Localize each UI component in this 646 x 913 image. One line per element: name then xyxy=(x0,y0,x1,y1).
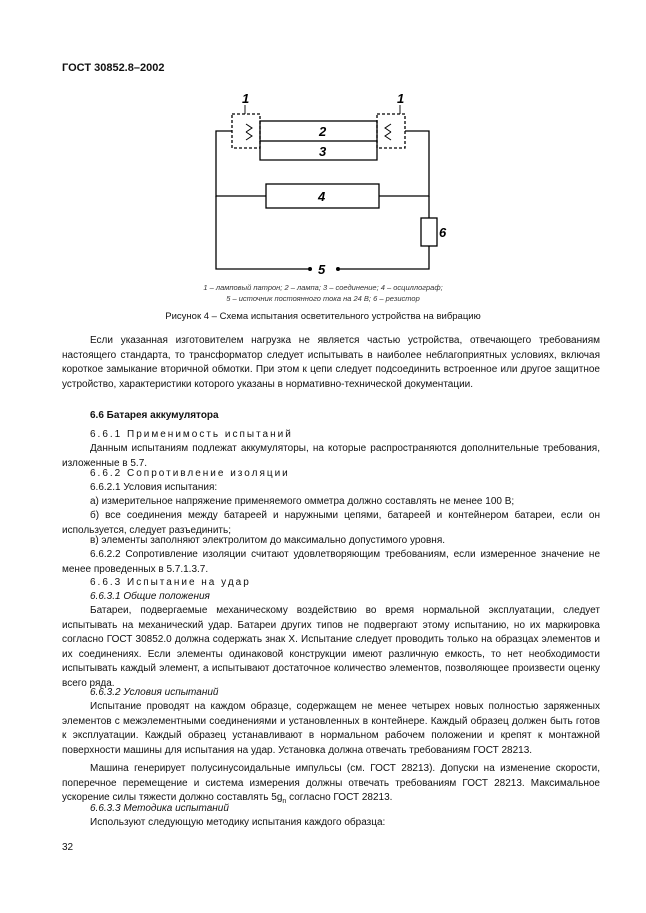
paragraph-6-6-3-3: Используют следующую методику испытания каждого образца: xyxy=(90,817,386,828)
label-lamp: 2 xyxy=(319,124,327,139)
heading-6-6-3-3: 6.6.3.3 Методика испытаний xyxy=(90,803,229,814)
paragraph-6-6-1: Данным испытаниям подлежат аккумуляторы, на которые распространяются дополнительные требования, изложенные в 5.7. xyxy=(62,443,600,469)
figure-legend-line2: 5 – источник постоянного тока на 24 В; 6 – резистор xyxy=(226,294,420,303)
heading-6-6-2-1: 6.6.2.1 Условия испытания: xyxy=(90,482,218,493)
figure-caption: Рисунок 4 – Схема испытания осветительного устройства на вибрацию xyxy=(165,311,481,322)
paragraph-6-6-3-1: Батареи, подвергаемые механическому воздействию во время нормальной эксплуатации, следует испытывать на механический удар. Батареи других типов не подвергают этому испытанию, но их маркировка согласно ГОСТ 30852.0 должна содержать знак X. Испытание следует проводить только на образцах элементов и их соединениях. Если элементы одинаковой конструкции имеют различную емкость, то нет необходимости испытывать каждый элемент, а испытывают достаточное количество элементов, позволяющее произвести оценку всего ряда. xyxy=(62,605,600,689)
circuit-diagram xyxy=(200,90,450,280)
item-v: в) элементы заполняют электролитом до максимально допустимого уровня. xyxy=(90,535,446,546)
paragraph-6-6-3-2b: Машина генерирует полусинусоидальные импульсы (см. ГОСТ 28213). Допуски на изменение скорости, поперечное перемещение и система измерения должны отвечать требованиям ГОСТ 28213. Максимальное ускорение силы тяжести должно составлять $5g_n$ согласно ГОСТ 28213. xyxy=(62,763,600,806)
paragraph-6-6-3-2a: Испытание проводят на каждом образце, содержащем не менее четырех новых полностью заряженных элементов с межэлементными соединениями и установленных в контейнере. Каждый образец должен быть готов к эксплуатации. Каждый образец устанавливают в нормальном рабочем положении и крепят к монтажной поверхности машины для испытания на удар. Установка должна отвечать требованиям ГОСТ 28213. xyxy=(62,701,600,756)
label-socket-right: 1 xyxy=(397,91,405,106)
label-source: 5 xyxy=(318,262,326,277)
paragraph-6-6-2-2: 6.6.2.2 Сопротивление изоляции считают удовлетворяющим требованиям, если измеренное значение не менее проведенных в 5.7.1.3.7. xyxy=(62,549,600,575)
label-oscilloscope: 4 xyxy=(318,189,326,204)
right-socket xyxy=(377,114,405,148)
item-a: а) измерительное напряжение применяемого омметра должно составлять не менее 100 В; xyxy=(90,496,515,507)
resistor xyxy=(421,218,437,246)
heading-6-6-1: 6.6.1 Применимость испытаний xyxy=(90,429,293,440)
heading-6-6-3: 6.6.3 Испытание на удар xyxy=(90,577,251,588)
label-resistor: 6 xyxy=(439,225,447,240)
figure-legend-line1: 1 – ламповый патрон; 2 – лампа; 3 – соединение; 4 – осциллограф; xyxy=(203,283,443,292)
label-connection: 3 xyxy=(319,144,327,159)
heading-6-6-3-2: 6.6.3.2 Условия испытаний xyxy=(90,687,219,698)
heading-6-6-3-1: 6.6.3.1 Общие положения xyxy=(90,591,210,602)
label-socket-left: 1 xyxy=(242,91,250,106)
heading-6-6-2: 6.6.2 Сопротивление изоляции xyxy=(90,468,290,479)
document-header: ГОСТ 30852.8–2002 xyxy=(62,62,165,74)
item-b: б) все соединения между батареей и наружными цепями, батареей и контейнером батареи, если он используется, следует разъединить; xyxy=(62,510,600,536)
paragraph-transformer: Если указанная изготовителем нагрузка не является частью устройства, отвечающего требованиям настоящего стандарта, то трансформатор следует испытывать в наиболее неблагоприятных условиях, включая короткое замыкание вторичной обмотки. При этом к цепи следует подсоединить встроенное или другое защитное устройство, характеристики которого указаны в нормативно-технической документации. xyxy=(62,335,600,390)
left-socket xyxy=(232,114,260,148)
page-number: 32 xyxy=(62,842,74,853)
heading-6-6: 6.6 Батарея аккумулятора xyxy=(90,410,219,421)
